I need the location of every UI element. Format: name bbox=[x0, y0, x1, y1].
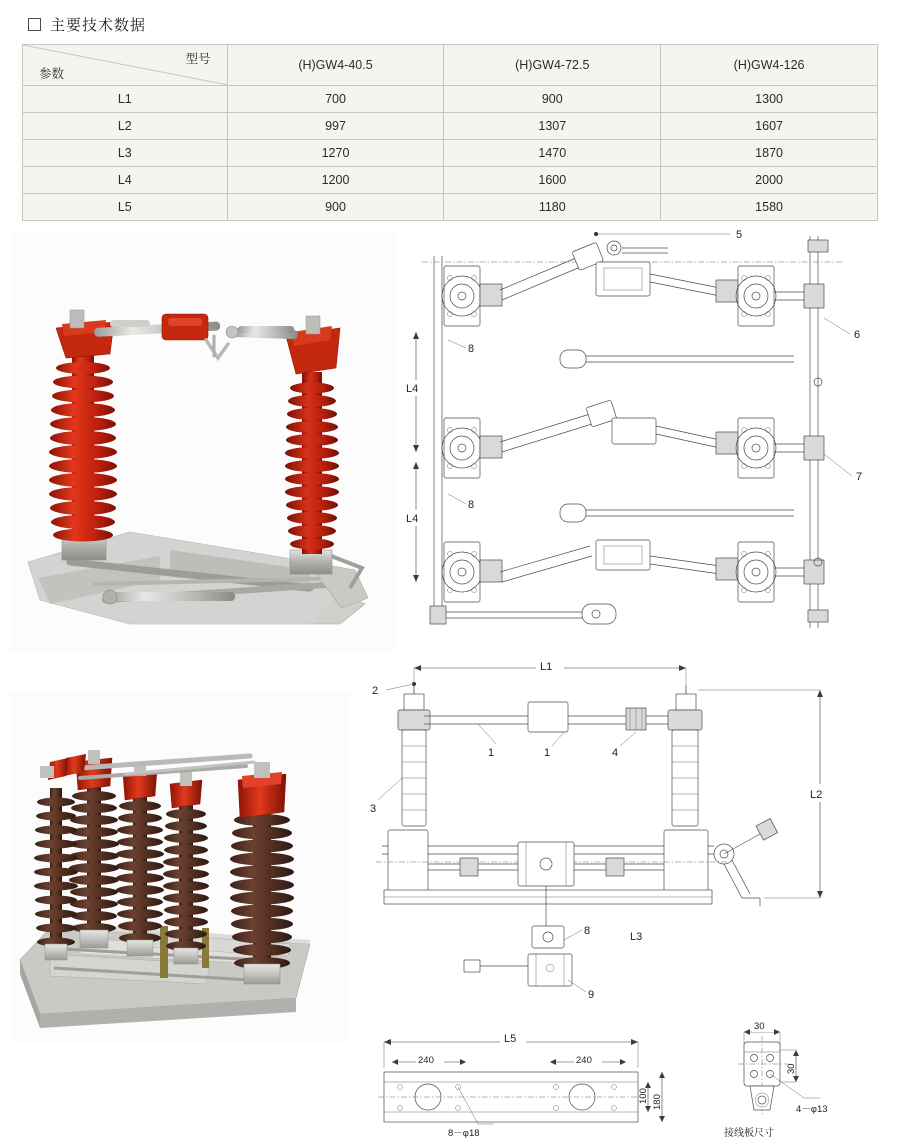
cell-4-1: 1180 bbox=[444, 194, 661, 221]
callout-5: 5 bbox=[736, 229, 743, 241]
callout-7: 7 bbox=[856, 471, 863, 483]
dim-l3: L3 bbox=[630, 931, 643, 943]
cell-0-0: 700 bbox=[227, 86, 444, 113]
row-label-0: L1 bbox=[23, 86, 228, 113]
cell-0-1: 900 bbox=[444, 86, 661, 113]
dim-240-left: 240 bbox=[418, 1055, 434, 1066]
dim-l5: L5 bbox=[504, 1033, 517, 1045]
callout-8-top: 8 bbox=[468, 343, 475, 355]
cell-3-2: 2000 bbox=[661, 167, 878, 194]
page-header bbox=[28, 14, 146, 35]
hole-note-base: 8－φ18 bbox=[448, 1128, 480, 1139]
cell-0-2: 1300 bbox=[661, 86, 878, 113]
dim-240-right: 240 bbox=[576, 1055, 592, 1066]
terminal-caption: 接线板尺寸 bbox=[724, 1128, 774, 1139]
callout-3: 3 bbox=[370, 803, 377, 815]
dim-100: 100 bbox=[638, 1088, 649, 1104]
corner-param-label: 参数 bbox=[39, 67, 65, 81]
table-corner-cell bbox=[23, 45, 228, 86]
table-row bbox=[23, 86, 878, 113]
three-phase-disconnector-photo bbox=[10, 692, 350, 1042]
dim-l4-top: L4 bbox=[406, 383, 419, 395]
cell-2-1: 1470 bbox=[444, 140, 661, 167]
cell-2-2: 1870 bbox=[661, 140, 878, 167]
dim-l1: L1 bbox=[540, 661, 553, 673]
table-row bbox=[23, 167, 878, 194]
row-label-4: L5 bbox=[23, 194, 228, 221]
cell-4-0: 900 bbox=[227, 194, 444, 221]
cell-1-0: 997 bbox=[227, 113, 444, 140]
figures-region bbox=[0, 222, 900, 1144]
cell-1-2: 1607 bbox=[661, 113, 878, 140]
dim-l4-bottom: L4 bbox=[406, 513, 419, 525]
table-row bbox=[23, 194, 878, 221]
technical-data-table bbox=[22, 44, 878, 221]
callout-6: 6 bbox=[854, 329, 861, 341]
cell-3-1: 1600 bbox=[444, 167, 661, 194]
three-phase-plan-drawing bbox=[400, 222, 890, 642]
cell-4-2: 1580 bbox=[661, 194, 878, 221]
callout-1-left: 1 bbox=[488, 747, 495, 759]
row-label-1: L2 bbox=[23, 113, 228, 140]
callout-4: 4 bbox=[612, 747, 619, 759]
table-header-row bbox=[23, 45, 878, 86]
row-label-3: L4 bbox=[23, 167, 228, 194]
square-marker-icon bbox=[28, 18, 41, 31]
corner-model-label: 型号 bbox=[185, 52, 211, 66]
callout-2: 2 bbox=[372, 685, 379, 697]
dim-30-top: 30 bbox=[754, 1021, 765, 1032]
cell-2-0: 1270 bbox=[227, 140, 444, 167]
dim-30-right: 30 bbox=[786, 1063, 797, 1074]
base-plate-drawing bbox=[370, 1020, 670, 1140]
table-row bbox=[23, 140, 878, 167]
cell-1-1: 1307 bbox=[444, 113, 661, 140]
column-header-1: (H)GW4-72.5 bbox=[444, 45, 661, 86]
single-phase-elevation-drawing bbox=[368, 650, 888, 1020]
callout-8-bottom: 8 bbox=[584, 925, 591, 937]
cell-3-0: 1200 bbox=[227, 167, 444, 194]
dim-l2: L2 bbox=[810, 789, 823, 801]
page-title: 主要技术数据 bbox=[50, 17, 147, 34]
red-insulator-disconnector-photo bbox=[10, 232, 395, 652]
terminal-plate-drawing bbox=[700, 1012, 880, 1144]
hole-note-terminal: 4－φ13 bbox=[796, 1104, 828, 1115]
callout-9: 9 bbox=[588, 989, 595, 1001]
column-header-2: (H)GW4-126 bbox=[661, 45, 878, 86]
column-header-0: (H)GW4-40.5 bbox=[227, 45, 444, 86]
dim-180: 180 bbox=[652, 1094, 663, 1110]
row-label-2: L3 bbox=[23, 140, 228, 167]
callout-1-right: 1 bbox=[544, 747, 551, 759]
callout-8-mid: 8 bbox=[468, 499, 475, 511]
table-row bbox=[23, 113, 878, 140]
